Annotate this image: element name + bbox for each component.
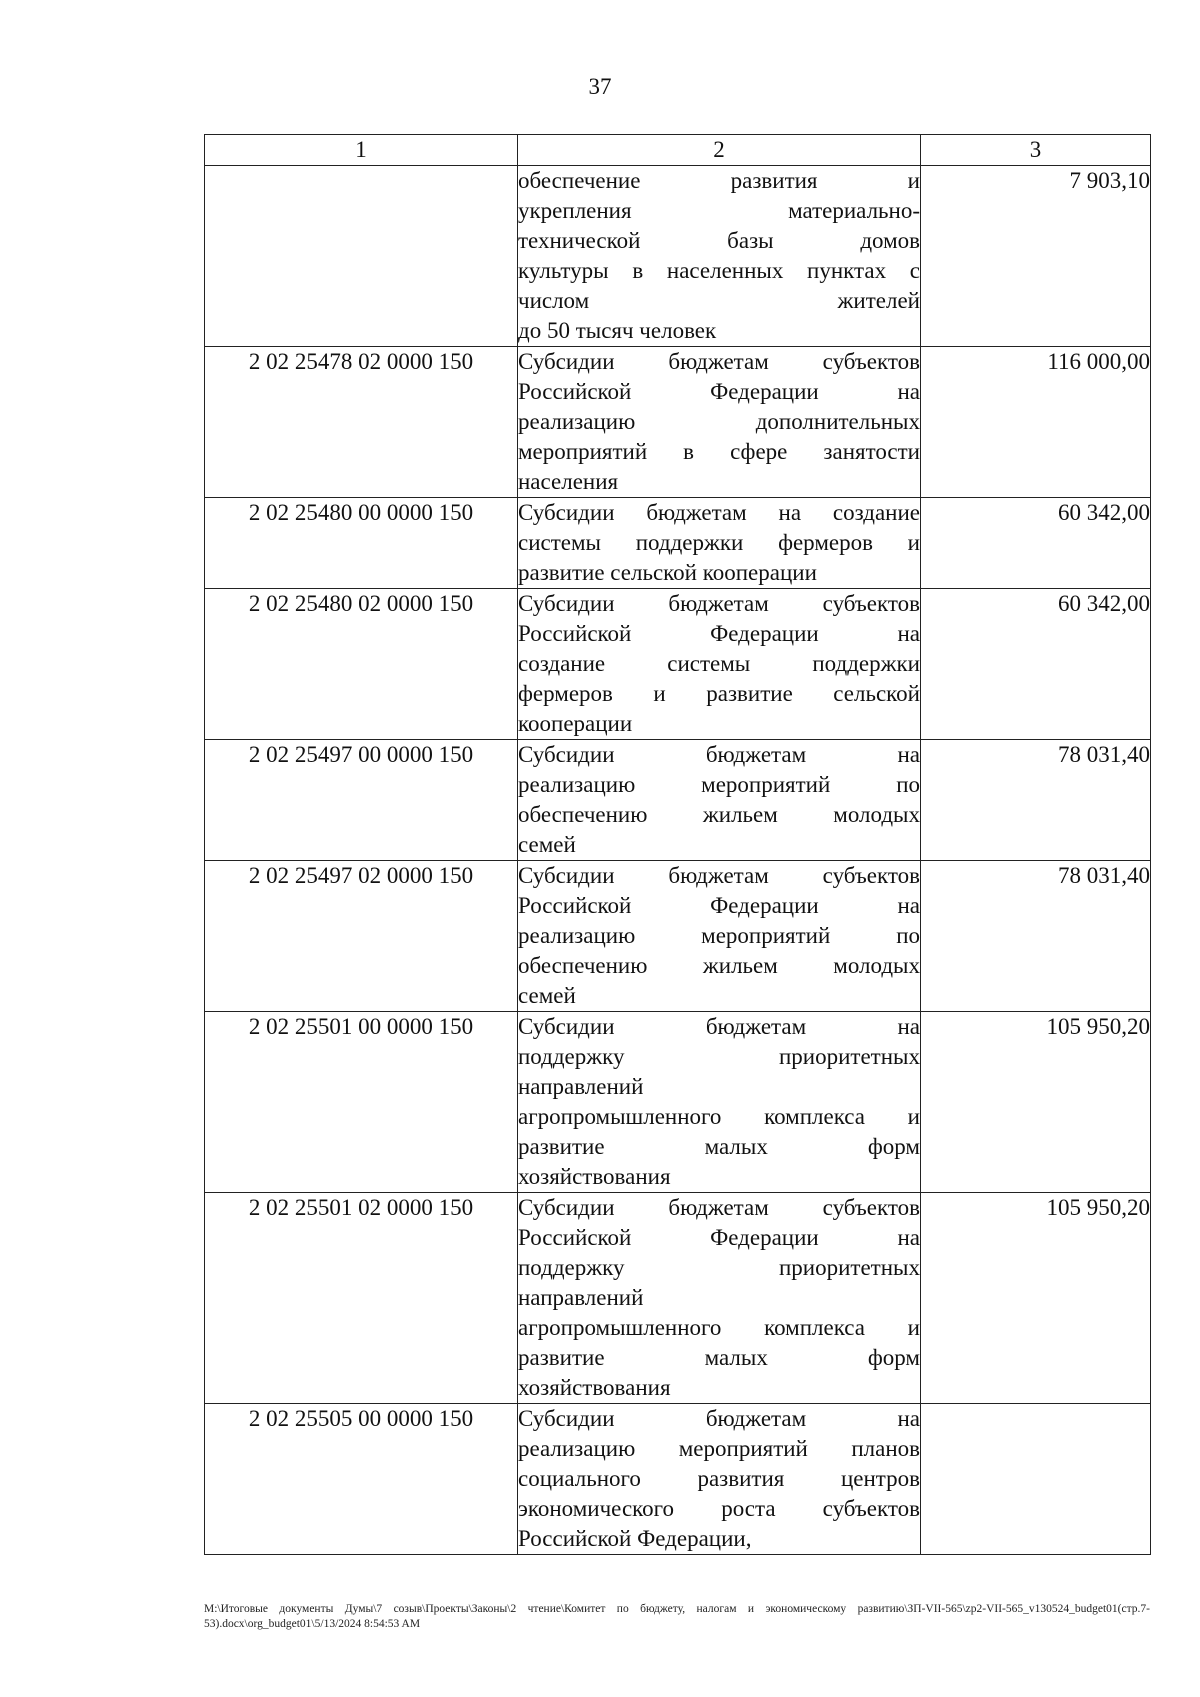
budget-code-cell: 2 02 25478 02 0000 150 <box>205 347 518 498</box>
amount-cell: 78 031,40 <box>921 740 1151 861</box>
description-line: Субсидии бюджетам субъектов <box>518 591 920 616</box>
amount-cell: 78 031,40 <box>921 861 1151 1012</box>
table-row <box>205 589 1151 740</box>
table-row <box>205 861 1151 1012</box>
description-line: реализацию дополнительных <box>518 409 920 434</box>
table-row <box>205 1193 1151 1404</box>
description-line: до 50 тысяч человек <box>518 318 717 343</box>
description-line: Российской Федерации, <box>518 1526 752 1551</box>
description-line: Российской Федерации на <box>518 379 920 404</box>
description-line: Российской Федерации на <box>518 621 920 646</box>
document-file-path: M:\Итоговые документы Думы\7 созыв\Проекты\Законы\2 чтение\Комитет по бюджету, налогам и экономическому развитию\ЗП-VII-565\zp2-VII-565_v130524_budget01(стр.7-53).docx\org_budget01\5/13/2024 8:54:53 AM <box>204 1603 1150 1630</box>
description-line: обеспечению жильем молодых <box>518 802 920 827</box>
description-line: семей <box>518 983 576 1008</box>
description-cell <box>518 861 921 1012</box>
description-line: системы поддержки фермеров и <box>518 530 920 555</box>
budget-table <box>204 134 1151 1555</box>
description-line: развитие малых форм <box>518 1345 920 1370</box>
amount-cell: 105 950,20 <box>921 1012 1151 1193</box>
description-line: укрепления материально- <box>518 198 920 223</box>
description-line: реализацию мероприятий по <box>518 923 920 948</box>
table-row <box>205 498 1151 589</box>
table-row <box>205 1012 1151 1193</box>
amount-cell: 105 950,20 <box>921 1193 1151 1404</box>
budget-code-cell: 2 02 25480 00 0000 150 <box>205 498 518 589</box>
description-line: Субсидии бюджетам на <box>518 742 920 767</box>
description-line: населения <box>518 469 619 494</box>
description-line: реализацию мероприятий планов <box>518 1436 920 1461</box>
description-line: агропромышленного комплекса и <box>518 1315 920 1340</box>
description-line: поддержку приоритетных <box>518 1255 920 1280</box>
budget-code-cell: 2 02 25501 00 0000 150 <box>205 1012 518 1193</box>
column-header-1: 1 <box>205 135 518 166</box>
budget-code-cell: 2 02 25480 02 0000 150 <box>205 589 518 740</box>
description-cell <box>518 498 921 589</box>
amount-cell: 60 342,00 <box>921 589 1151 740</box>
description-line: семей <box>518 832 576 857</box>
table-row <box>205 347 1151 498</box>
description-line: реализацию мероприятий по <box>518 772 920 797</box>
description-cell <box>518 166 921 347</box>
description-line: культуры в населенных пунктах с <box>518 258 920 283</box>
amount-cell <box>921 1404 1151 1555</box>
description-line: кооперации <box>518 711 633 736</box>
description-line: Субсидии бюджетам на <box>518 1406 920 1431</box>
description-line: развитие сельской кооперации <box>518 560 817 585</box>
budget-code-cell: 2 02 25505 00 0000 150 <box>205 1404 518 1555</box>
description-line: мероприятий в сфере занятости <box>518 439 920 464</box>
description-line: направлений <box>518 1074 644 1099</box>
table-row <box>205 1404 1151 1555</box>
budget-code-cell: 2 02 25501 02 0000 150 <box>205 1193 518 1404</box>
table-header-row <box>205 135 1151 166</box>
description-line: поддержку приоритетных <box>518 1044 920 1069</box>
description-line: создание системы поддержки <box>518 651 920 676</box>
amount-cell: 7 903,10 <box>921 166 1151 347</box>
description-cell <box>518 589 921 740</box>
description-line: Российской Федерации на <box>518 1225 920 1250</box>
description-line: хозяйствования <box>518 1164 671 1189</box>
description-line: Субсидии бюджетам на <box>518 1014 920 1039</box>
description-cell <box>518 347 921 498</box>
description-line: развитие малых форм <box>518 1134 920 1159</box>
column-header-2: 2 <box>518 135 921 166</box>
description-line: агропромышленного комплекса и <box>518 1104 920 1129</box>
description-line: Субсидии бюджетам субъектов <box>518 863 920 888</box>
description-cell <box>518 1404 921 1555</box>
description-cell <box>518 1193 921 1404</box>
table-row <box>205 166 1151 347</box>
description-line: числом жителей <box>518 288 920 313</box>
description-cell <box>518 1012 921 1193</box>
description-line: обеспечение развития и <box>518 168 920 193</box>
description-line: Субсидии бюджетам на создание <box>518 500 920 525</box>
page-number: 37 <box>588 74 612 99</box>
description-line: обеспечению жильем молодых <box>518 953 920 978</box>
description-line: фермеров и развитие сельской <box>518 681 920 706</box>
description-line: Субсидии бюджетам субъектов <box>518 1195 920 1220</box>
description-line: направлений <box>518 1285 644 1310</box>
budget-code-cell <box>205 166 518 347</box>
description-line: технической базы домов <box>518 228 920 253</box>
column-header-3: 3 <box>921 135 1151 166</box>
budget-code-cell: 2 02 25497 00 0000 150 <box>205 740 518 861</box>
description-line: социального развития центров <box>518 1466 920 1491</box>
description-line: экономического роста субъектов <box>518 1496 920 1521</box>
description-line: Российской Федерации на <box>518 893 920 918</box>
amount-cell: 60 342,00 <box>921 498 1151 589</box>
description-cell <box>518 740 921 861</box>
table-row <box>205 740 1151 861</box>
description-line: Субсидии бюджетам субъектов <box>518 349 920 374</box>
description-line: хозяйствования <box>518 1375 671 1400</box>
budget-code-cell: 2 02 25497 02 0000 150 <box>205 861 518 1012</box>
amount-cell: 116 000,00 <box>921 347 1151 498</box>
